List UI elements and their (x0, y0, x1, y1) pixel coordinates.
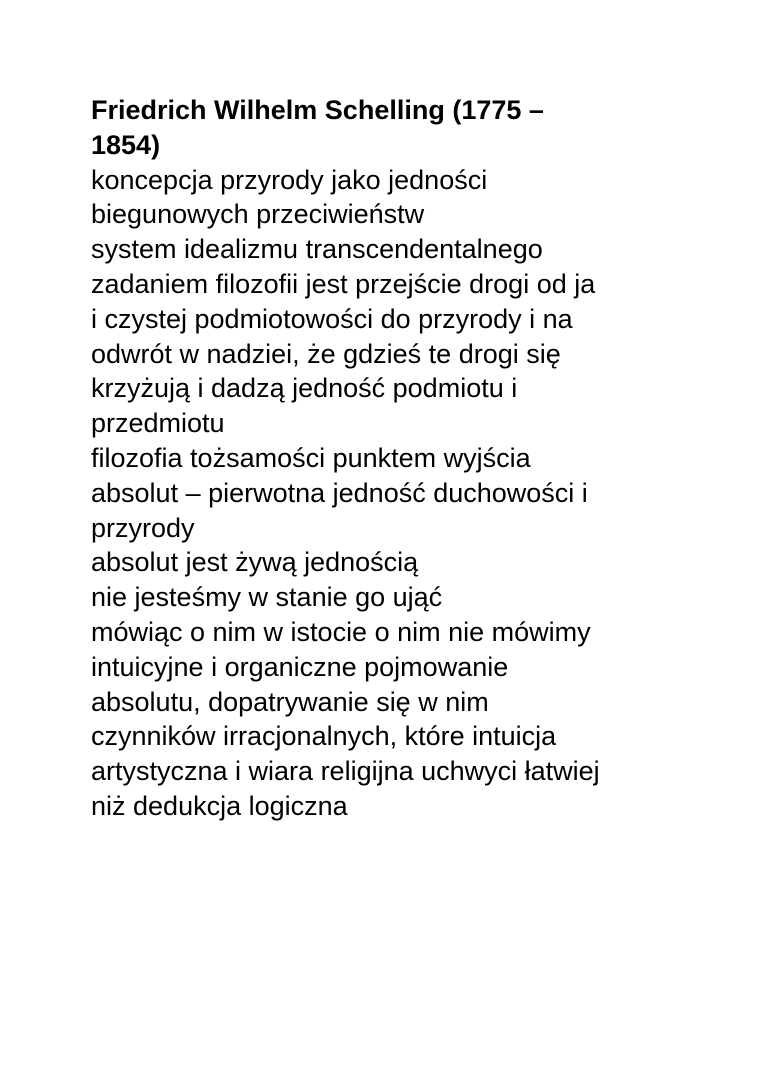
body-line: krzyżują i dadzą jedność podmiotu i (91, 373, 518, 404)
document-body (91, 163, 691, 824)
body-line: przyrody (91, 512, 195, 543)
body-line: intuicyjne i organiczne pojmowanie (91, 651, 509, 682)
body-line: niż dedukcja logiczna (91, 790, 348, 821)
body-line: nie jesteśmy w stanie go ująć (91, 582, 443, 613)
document-page (91, 93, 691, 824)
title-line: Friedrich Wilhelm Schelling (1775 – (91, 95, 544, 125)
document-title (91, 93, 691, 163)
body-line: absolut jest żywą jednością (91, 547, 419, 578)
body-line: absolut – pierwotna jedność duchowości i (91, 477, 588, 508)
body-line: przedmiotu (91, 408, 225, 439)
body-line: koncepcja przyrody jako jedności (91, 164, 488, 195)
body-line: mówiąc o nim w istocie o nim nie mówimy (91, 616, 591, 647)
body-line: odwrót w nadziei, że gdzieś te drogi się (91, 338, 561, 369)
body-line: absolutu, dopatrywanie się w nim (91, 686, 489, 717)
body-line: zadaniem filozofii jest przejście drogi od ja (91, 268, 596, 299)
body-line: filozofia tożsamości punktem wyjścia (91, 442, 531, 473)
body-line: i czystej podmiotowości do przyrody i na (91, 303, 573, 334)
body-line: biegunowych przeciwieństw (91, 199, 425, 230)
title-line: 1854) (91, 129, 161, 160)
body-line: system idealizmu transcendentalnego (91, 234, 543, 265)
body-line: czynników irracjonalnych, które intuicja (91, 721, 557, 752)
body-line: artystyczna i wiara religijna uchwyci łatwiej (91, 756, 600, 787)
